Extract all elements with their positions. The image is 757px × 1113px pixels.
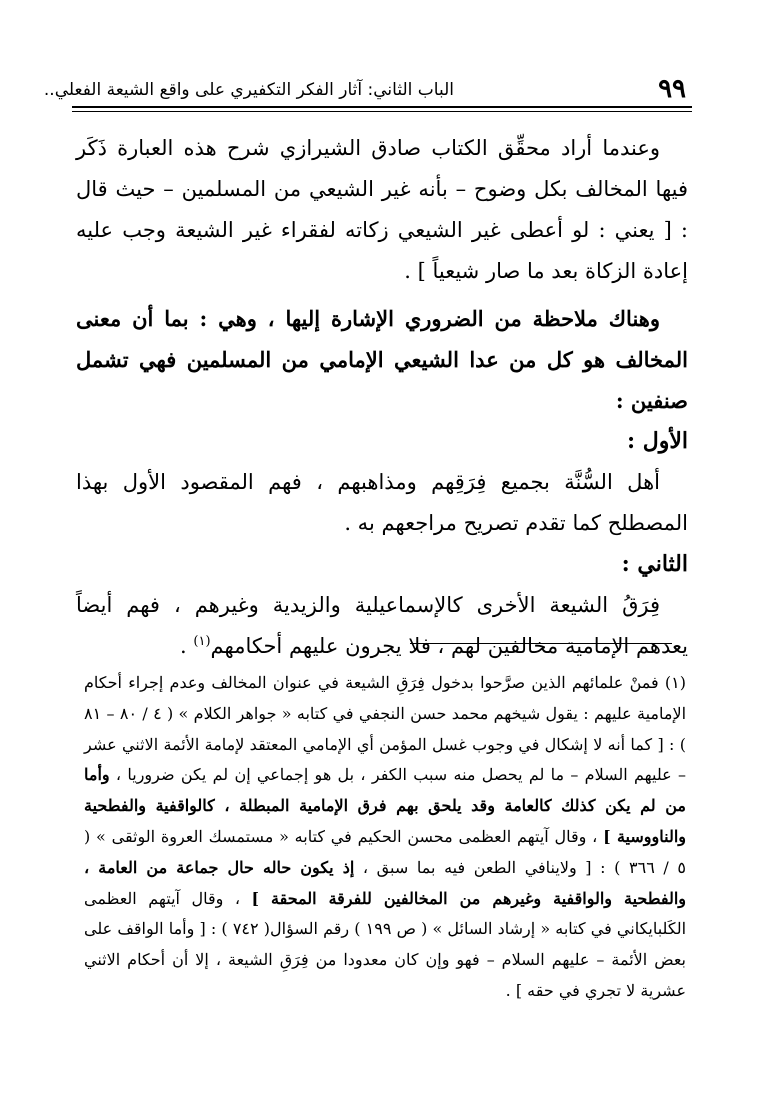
paragraph-second-end: . <box>180 634 194 658</box>
paragraph-first: أهل السُّنَّة بجميع فِرَقِهم ومذاهبهم ، فهم المقصود الأول بهذا المصطلح كما تقدم تصريح مراجعهم به . <box>76 470 688 535</box>
paragraph-second <box>76 585 688 667</box>
heading-first: الأول : <box>626 428 688 454</box>
footnote-seg-4-bold: إذ يكون حاله حال جماعة من العامة ، والفطحية والواقفية وغيرهم من المخالفين للفرقة المحقة ] <box>84 857 686 908</box>
header-rule <box>72 106 692 108</box>
heading-second: الثاني : <box>621 551 688 577</box>
paragraph-second-text: فِرَقُ الشيعة الأخرى كالإسماعيلية والزيدية وغيرهم ، فهم أيضاً يعدهم الإمامية مخالفين لهم ، فلا يجرون عليهم أحكامهم <box>76 593 688 658</box>
footnote-1 <box>84 668 686 1007</box>
page-header <box>43 72 692 112</box>
footnote-seg-3: ، وقال آيتهم العظمى محسن الحكيم في كتابه « مستمسك العروة الوثقى » ( ٥ / ٣٦٦ ) : [ ولاينافي الطعن فيه بما سبق ، <box>84 826 687 877</box>
footnote-seg-2-bold: وأما من لم يكن كذلك كالعامة وقد يلحق بهم فرق الإمامية المبطلة ، كالواقفية والفطحية والناووسية ] <box>84 765 686 846</box>
paragraph-2: وهناك ملاحظة من الضروري الإشارة إليها ، وهي : بما أن معنى المخالف هو كل من عدا الشيعي الإمامي من المسلمين فهي تشمل صنفين : <box>76 306 688 413</box>
footnote-marker: (١) <box>664 673 686 692</box>
main-text <box>76 128 688 667</box>
page-number: ٩٩ <box>658 74 686 104</box>
footnote-seg-1: فمنْ علمائهم الذين صرَّحوا بدخول فِرَقِ الشيعة في عنوان المخالف وعدم إجراء أحكام الإمامية عليهم : يقول شيخهم محمد حسن النجفي في كتابه « جواهر الكلام » ( ٤ / ٨٠ – ٨١ ) : [ كما أنه لا إشكال في وجوب غسل المؤمن أي الإمامي المعتقد لإمامة الأئمة الاثني عشر – عليهم السلام – ما لم يحصل منه سبب الكفر ، بل هو إجماعي إن لم يكن ضروريا ، <box>84 673 687 785</box>
footnote-separator <box>410 643 672 644</box>
paragraph-1: وعندما أراد محقِّق الكتاب صادق الشيرازي شرح هذه العبارة ذَكَر فيها المخالف بكل وضوح – بأنه غير الشيعي من المسلمين – حيث قال : [ يعني : لو أعطى غير الشيعي زكاته لفقراء غير الشيعة وجب عليه إعادة الزكاة بعد ما صار شيعياً ] . <box>76 136 688 283</box>
running-title: الباب الثاني: آثار الفكر التكفيري على واقع الشيعة الفعلي.. <box>43 80 454 100</box>
footnote-reference[interactable]: (١) <box>193 634 211 649</box>
footnote-seg-5: ، وقال آيتهم العظمى الكَلبايكاني في كتابه « إرشاد السائل » ( ص ١٩٩ ) رقم السؤال( ٧٤٢ ) : [ وأما الواقف على بعض الأئمة – عليهم السلام – فهو وإن كان معدودا من فِرَقِ الشيعة ، إلا أن أحكام الاثني عشرية لا تجري في حقه ] . <box>84 888 687 1000</box>
footnotes <box>84 668 686 1007</box>
header-rule-thin <box>72 111 692 112</box>
